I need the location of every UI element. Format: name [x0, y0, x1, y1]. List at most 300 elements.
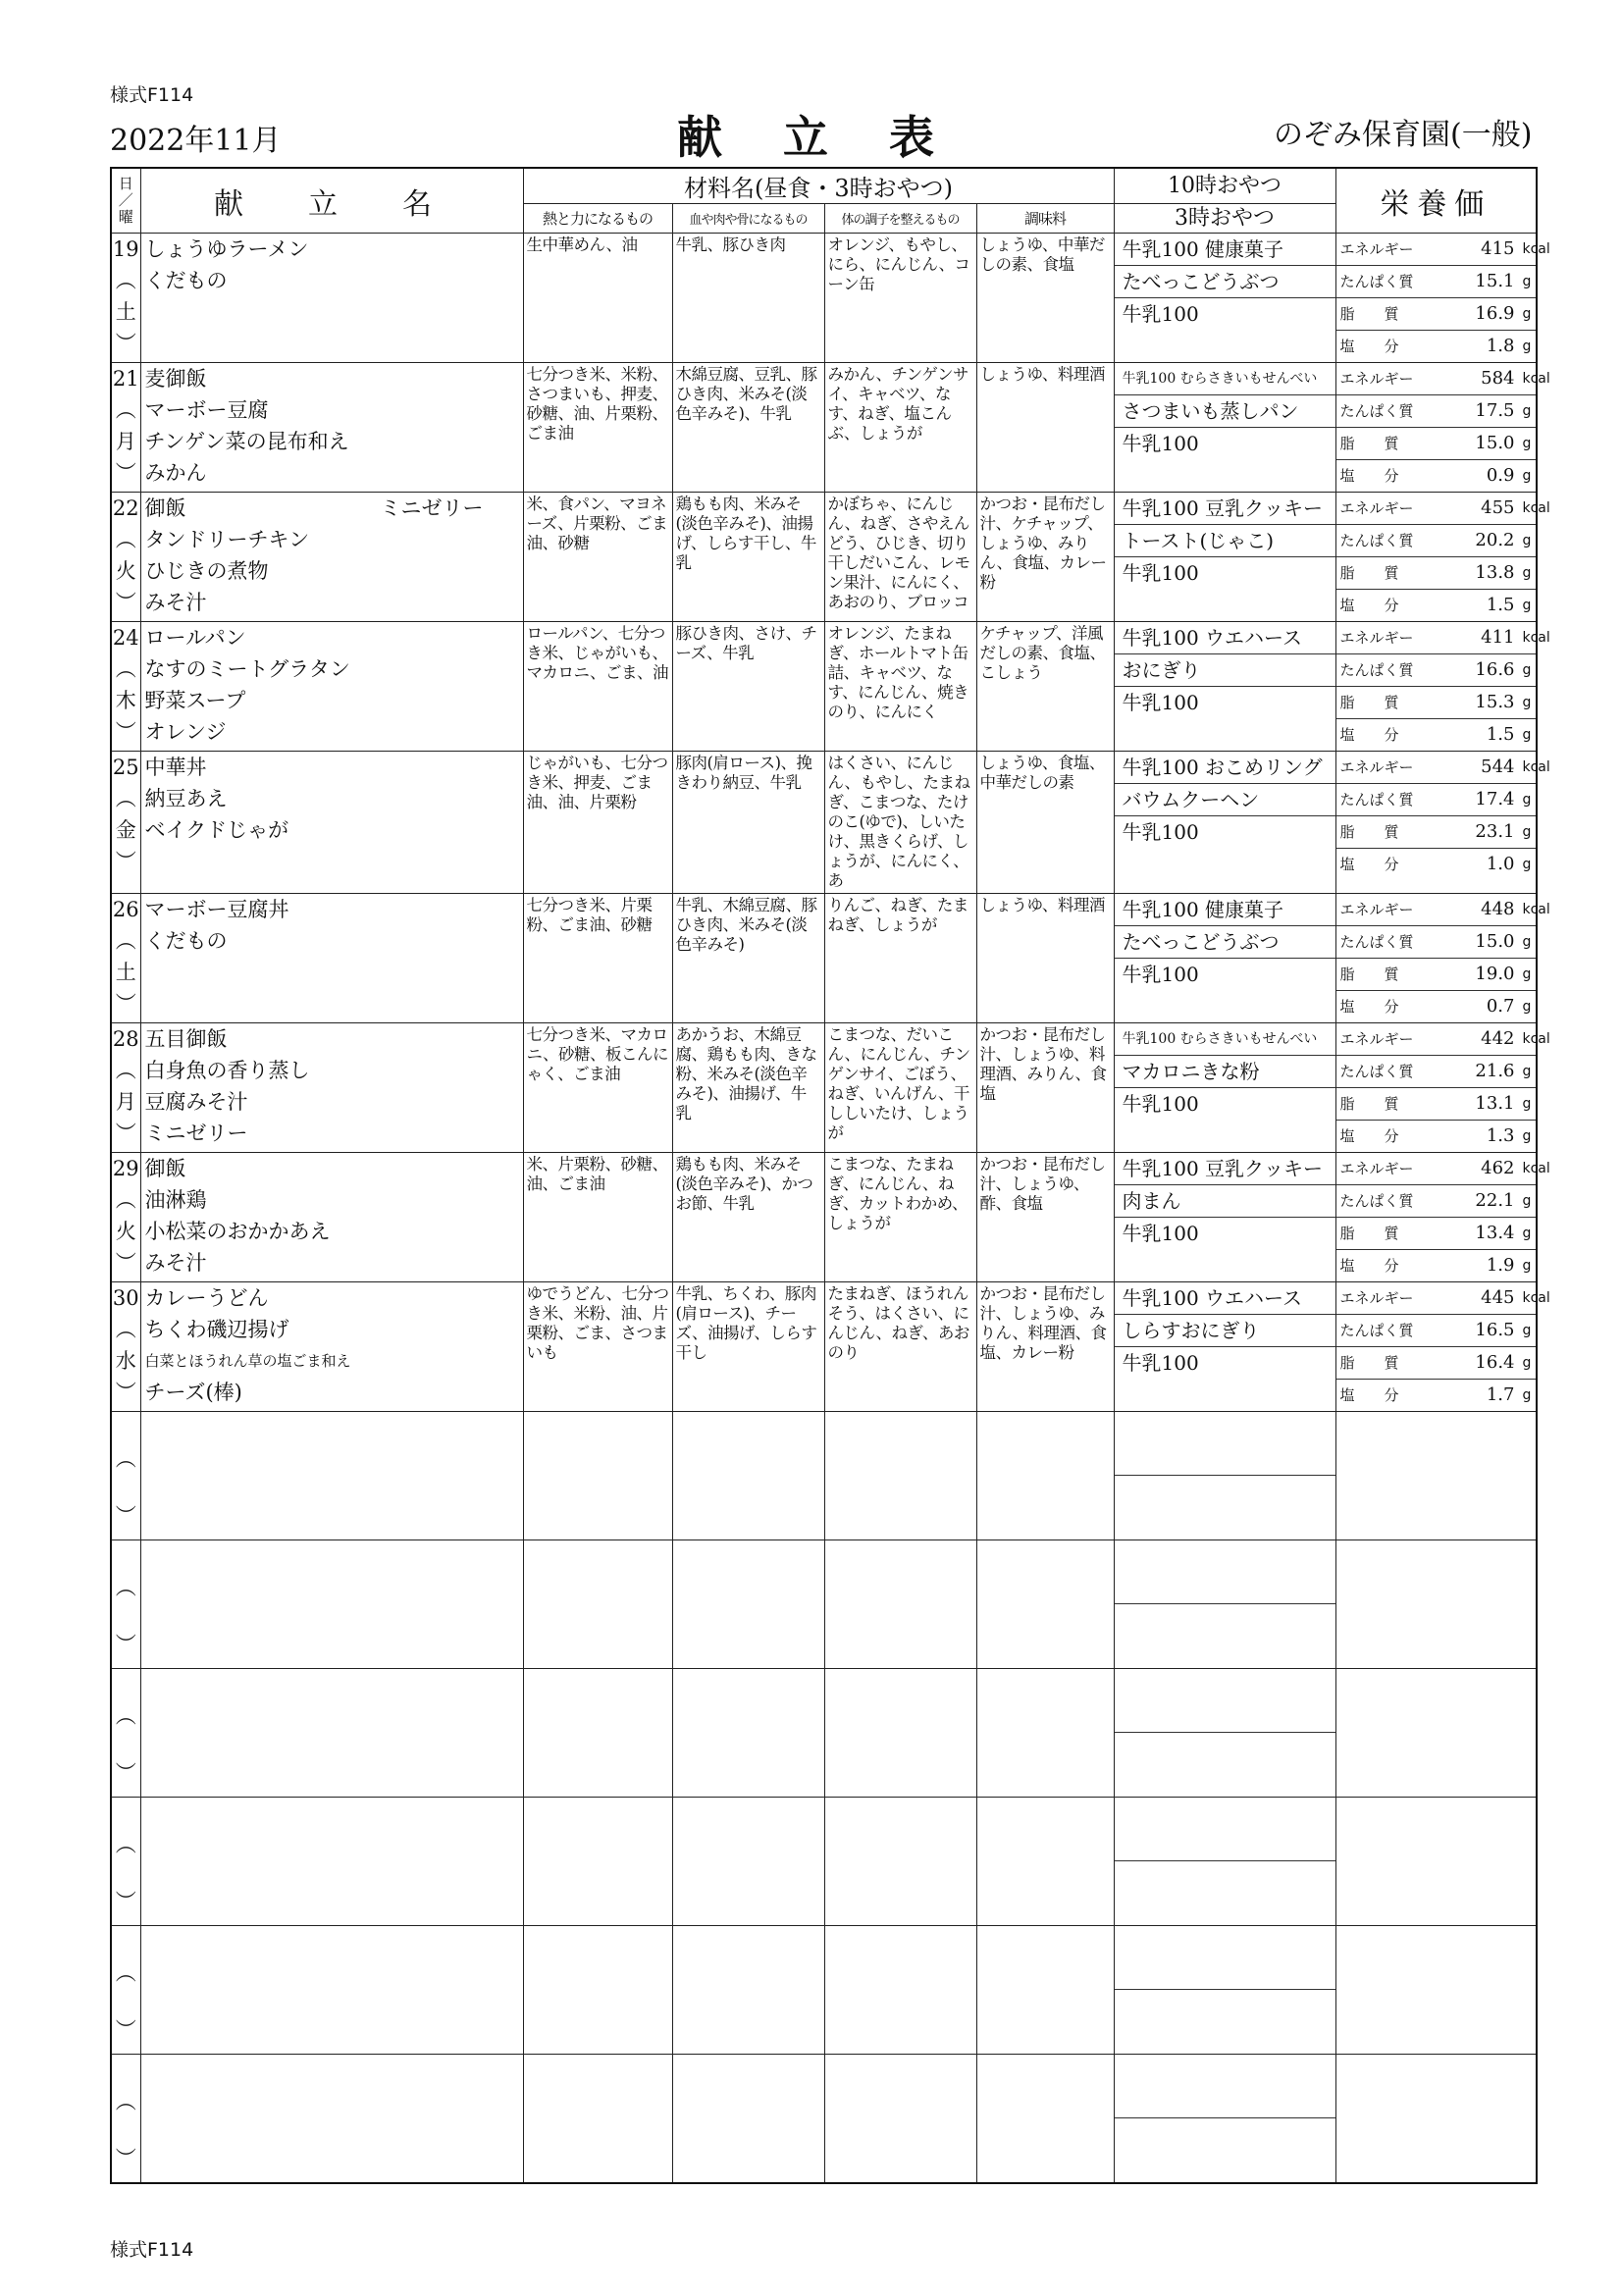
nutrient-unit: kcal [1522, 1161, 1550, 1176]
snack3-item: たべっこどうぶつ [1115, 266, 1335, 298]
snack3-drink: 牛乳100 [1122, 963, 1199, 986]
nutrient-unit: g [1522, 792, 1532, 808]
dish-name: 小松菜のおかかあえ [144, 1220, 331, 1243]
dish-name: なすのミートグラタン [144, 657, 350, 681]
blank-row [111, 1798, 1537, 1926]
paren-close: ︶ [115, 1122, 136, 1145]
nutrient-unit: g [1522, 436, 1532, 451]
dish-name: みそ汁 [144, 1251, 207, 1275]
nutrient-label: たんぱく質 [1339, 402, 1414, 420]
nutrient-row-energy [1336, 752, 1550, 784]
nutrient-value: 584 [1481, 368, 1515, 389]
paren-close: ︶ [115, 2147, 136, 2170]
date-number: 28 [112, 1027, 139, 1051]
snack10-item: 牛乳100 むらさきいもせんべい [1115, 363, 1335, 395]
nutrient-value: 17.4 [1475, 789, 1515, 809]
energy-foods-cell: 七分つき米、片栗粉、ごま油、砂糖 [523, 894, 672, 1023]
dish-cell [140, 894, 523, 1023]
nutrient-value: 23.1 [1475, 821, 1515, 842]
day-cell [111, 493, 140, 622]
dish-name: くだもの [144, 269, 228, 292]
nutrient-row-fat [1336, 959, 1537, 991]
nutrient-row-energy [1336, 894, 1550, 926]
snack-cell [1114, 894, 1335, 1023]
nutrient-unit: g [1522, 339, 1532, 354]
paren-close: ︶ [115, 591, 136, 614]
body-foods-cell: かぼちゃ、にんじん、ねぎ、さやえんどう、ひじき、切り干しだいこん、レモン果汁、にんにく、あおのり、ブロッコ [824, 493, 976, 622]
empty-cell [523, 1540, 672, 1669]
nutrient-label: たんぱく質 [1339, 661, 1414, 679]
nutrient-label: エネルギー [1339, 758, 1414, 776]
snack3-drink: 牛乳100 [1122, 820, 1199, 844]
dish-name: タンドリーチキン [144, 528, 310, 551]
nutrient-unit: g [1522, 999, 1532, 1015]
side-dish: ミニゼリー [380, 496, 484, 520]
paren-open: ︵ [115, 1188, 136, 1212]
snack-cell [1114, 1926, 1335, 2055]
paren-close: ︶ [115, 332, 136, 355]
nutrition-cell [1335, 1669, 1537, 1798]
nutrient-value: 21.6 [1475, 1061, 1515, 1081]
header-day: 日 ／ 曜 [111, 168, 140, 234]
day-row [111, 894, 1537, 1023]
empty-cell [523, 1926, 672, 2055]
nutrient-row-salt [1336, 1250, 1537, 1281]
nutrition-cell [1335, 1926, 1537, 2055]
dish-cell [140, 752, 523, 894]
blood-foods-cell: あかうお、木綿豆腐、鶏もも肉、きな粉、米みそ(淡色辛みそ)、油揚げ、牛乳 [672, 1023, 824, 1153]
nutrient-value: 19.0 [1475, 964, 1515, 984]
paren-open: ︵ [115, 1576, 136, 1599]
snack-cell [1114, 1412, 1335, 1540]
nutrient-label: たんぱく質 [1339, 532, 1414, 549]
paren-open: ︵ [115, 1447, 136, 1471]
paren-close: ︶ [115, 2018, 136, 2042]
nutrient-label: 脂 質 [1339, 1225, 1399, 1242]
nutrient-value: 1.5 [1486, 724, 1515, 745]
paren-close: ︶ [115, 1761, 136, 1785]
date-number: 19 [112, 237, 139, 261]
snack3-drink: 牛乳100 [1122, 561, 1199, 585]
empty-cell [672, 1926, 824, 2055]
nutrient-unit: g [1522, 695, 1532, 710]
empty-cell [824, 1798, 976, 1926]
day-row [111, 1282, 1537, 1412]
snack10-item: 牛乳100 ウエハース [1115, 1282, 1335, 1315]
weekday: 月 [115, 430, 136, 453]
seasoning-cell: しょうゆ、中華だしの素、食塩 [976, 234, 1114, 363]
empty-cell [523, 2055, 672, 2183]
snack3-drink: 牛乳100 [1122, 1222, 1199, 1245]
weekday: 火 [115, 559, 136, 583]
dish-cell [140, 363, 523, 493]
nutrient-value: 16.6 [1475, 659, 1515, 680]
snack10-item: 牛乳100 おこめリング [1115, 752, 1335, 784]
nutrient-unit: kcal [1522, 500, 1550, 516]
snack3-item: しらすおにぎり [1115, 1315, 1335, 1347]
empty-cell [672, 1669, 824, 1798]
nutrient-row-fat [1336, 1088, 1537, 1121]
body-foods-cell: たまねぎ、ほうれんそう、はくさい、にんじん、ねぎ、あおのり [824, 1282, 976, 1412]
year-month: 2022年11月 [110, 124, 282, 158]
weekday: 金 [115, 818, 136, 842]
nutrient-label: 塩 分 [1339, 856, 1399, 873]
blank-row [111, 1412, 1537, 1540]
paren-close: ︶ [115, 1251, 136, 1275]
energy-foods-cell: 米、食パン、マヨネーズ、片栗粉、ごま油、砂糖 [523, 493, 672, 622]
snack-cell [1114, 1153, 1335, 1282]
nutrient-label: 脂 質 [1339, 1095, 1399, 1113]
day-cell [111, 1669, 140, 1798]
date-number: 24 [112, 626, 139, 650]
snack-cell [1114, 234, 1335, 363]
nutrient-unit: g [1522, 1226, 1532, 1241]
nutrient-unit: g [1522, 662, 1532, 678]
nutrient-label: 塩 分 [1339, 998, 1399, 1016]
school-name: のぞみ保育園(一般) [1274, 118, 1533, 152]
dish-name: 御飯 [144, 496, 186, 520]
header-energy-foods: 熱と力になるもの [523, 204, 672, 234]
nutrition-cell [1335, 493, 1550, 622]
nutrient-label: エネルギー [1339, 370, 1414, 388]
blood-foods-cell: 鶏もも肉、米みそ(淡色辛みそ)、油揚げ、しらす干し、牛乳 [672, 493, 824, 622]
nutrition-cell [1335, 1023, 1550, 1153]
empty-cell [140, 1669, 523, 1798]
nutrient-unit: kcal [1522, 759, 1550, 775]
body-foods-cell: オレンジ、もやし、にら、にんじん、コーン缶 [824, 234, 976, 363]
date-number: 21 [112, 367, 139, 391]
dish-name: マーボー豆腐丼 [144, 898, 289, 921]
nutrient-unit: g [1522, 1128, 1532, 1144]
day-row [111, 622, 1537, 752]
snack-separator [1115, 2086, 1335, 2118]
empty-cell [672, 2055, 824, 2183]
nutrition-cell [1335, 1282, 1550, 1412]
nutrient-label: 塩 分 [1339, 1257, 1399, 1275]
nutrient-value: 442 [1481, 1028, 1515, 1049]
energy-foods-cell: ゆでうどん、七分つき米、米粉、油、片栗粉、ごま、さつまいも [523, 1282, 672, 1412]
nutrition-cell [1335, 894, 1550, 1023]
nutrient-row-protein [1336, 395, 1537, 428]
blood-foods-cell: 牛乳、豚ひき肉 [672, 234, 824, 363]
nutrient-unit: g [1522, 1355, 1532, 1371]
day-cell [111, 1926, 140, 2055]
header-nutrition: 栄養価 [1335, 168, 1537, 234]
nutrient-value: 15.0 [1475, 931, 1515, 952]
nutrient-row-protein [1336, 784, 1537, 816]
nutrient-unit: kcal [1522, 241, 1550, 257]
snack10-item: 牛乳100 健康菓子 [1115, 894, 1335, 926]
nutrition-cell [1335, 2055, 1537, 2183]
weekday: 土 [115, 961, 136, 984]
paren-close: ︶ [115, 720, 136, 744]
nutrient-value: 20.2 [1475, 530, 1515, 550]
nutrient-row-protein [1336, 926, 1537, 959]
day-cell [111, 1153, 140, 1282]
nutrient-label: 塩 分 [1339, 1127, 1399, 1145]
paren-close: ︶ [115, 1633, 136, 1656]
dish-name: オレンジ [144, 720, 227, 744]
nutrient-value: 1.3 [1486, 1125, 1515, 1146]
day-cell [111, 1798, 140, 1926]
dish-name: 御飯 [144, 1157, 186, 1180]
nutrient-label: 塩 分 [1339, 597, 1399, 614]
paren-open: ︵ [115, 528, 136, 551]
dish-name: みそ汁 [144, 591, 207, 614]
snack3-drink: 牛乳100 [1122, 1351, 1199, 1375]
day-cell [111, 752, 140, 894]
nutrient-label: 塩 分 [1339, 467, 1399, 485]
nutrient-label: 脂 質 [1339, 435, 1399, 452]
date-number: 30 [112, 1286, 139, 1310]
nutrient-label: エネルギー [1339, 1289, 1414, 1307]
seasoning-cell: しょうゆ、料理酒 [976, 363, 1114, 493]
nutrient-row-salt [1336, 590, 1537, 621]
seasoning-cell: かつお・昆布だし汁、しょうゆ、酢、食塩 [976, 1153, 1114, 1282]
snack-cell [1114, 622, 1335, 752]
dish-name: 五目御飯 [144, 1027, 228, 1051]
nutrition-cell [1335, 1153, 1550, 1282]
nutrient-value: 13.4 [1475, 1223, 1515, 1243]
snack3-item: たべっこどうぶつ [1115, 926, 1335, 959]
nutrient-label: エネルギー [1339, 499, 1414, 517]
snack-separator [1115, 1700, 1335, 1733]
blank-row [111, 1926, 1537, 2055]
nutrient-unit: g [1522, 966, 1532, 982]
snack3-item: バウムクーヘン [1115, 784, 1335, 816]
nutrient-row-protein [1336, 654, 1537, 687]
weekday: 水 [115, 1349, 136, 1373]
nutrition-cell [1335, 752, 1550, 894]
dish-name: くだもの [144, 929, 228, 953]
paren-open: ︵ [115, 657, 136, 681]
nutrient-row-fat [1336, 687, 1537, 719]
nutrient-unit: g [1522, 727, 1532, 743]
weekday: 月 [115, 1090, 136, 1114]
paren-open: ︵ [115, 2090, 136, 2113]
blood-foods-cell: 豚肉(肩ロース)、挽きわり納豆、牛乳 [672, 752, 824, 894]
body-foods-cell: りんご、ねぎ、たまねぎ、しょうが [824, 894, 976, 1023]
nutrient-value: 1.5 [1486, 595, 1515, 615]
snack-cell [1114, 1540, 1335, 1669]
snack-cell [1114, 363, 1335, 493]
nutrient-unit: kcal [1522, 1031, 1550, 1047]
dish-name: ロールパン [144, 626, 246, 650]
date-number: 29 [112, 1157, 139, 1180]
header-body-foods: 体の調子を整えるもの [824, 204, 976, 234]
paren-open: ︵ [115, 1961, 136, 1985]
nutrient-row-protein [1336, 525, 1537, 557]
nutrient-row-fat [1336, 557, 1537, 590]
nutrient-row-salt [1336, 991, 1537, 1022]
snack3-item: トースト(じゃこ) [1115, 525, 1335, 557]
day-row [111, 234, 1537, 363]
date-number: 25 [112, 756, 139, 779]
empty-cell [523, 1669, 672, 1798]
day-row [111, 363, 1537, 493]
nutrient-row-salt [1336, 1380, 1537, 1411]
dish-cell [140, 1023, 523, 1153]
snack-separator [1115, 1957, 1335, 1990]
header-snack3: 3時おやつ [1114, 204, 1335, 234]
dish-name: ちくわ磯辺揚げ [144, 1318, 289, 1341]
day-cell [111, 363, 140, 493]
nutrient-row-salt [1336, 331, 1537, 362]
blood-foods-cell: 鶏もも肉、米みそ(淡色辛みそ)、かつお節、牛乳 [672, 1153, 824, 1282]
day-cell [111, 1540, 140, 1669]
nutrient-label: たんぱく質 [1339, 1192, 1414, 1210]
nutrient-row-fat [1336, 298, 1537, 331]
energy-foods-cell: 七分つき米、米粉、さつまいも、押麦、砂糖、油、片栗粉、ごま油 [523, 363, 672, 493]
snack3-drink: 牛乳100 [1122, 432, 1199, 455]
empty-cell [976, 1669, 1114, 1798]
nutrient-label: たんぱく質 [1339, 1322, 1414, 1339]
day-row [111, 493, 1537, 622]
day-cell [111, 234, 140, 363]
weekday: 木 [115, 689, 136, 712]
seasoning-cell: かつお・昆布だし汁、しょうゆ、料理酒、みりん、食塩 [976, 1023, 1114, 1153]
snack3-drink: 牛乳100 [1122, 1092, 1199, 1116]
nutrient-row-energy [1336, 1153, 1550, 1185]
snack-separator [1115, 1829, 1335, 1861]
blood-foods-cell: 木綿豆腐、豆乳、豚ひき肉、米みそ(淡色辛みそ)、牛乳 [672, 363, 824, 493]
nutrient-label: たんぱく質 [1339, 273, 1414, 290]
paren-close: ︶ [115, 1381, 136, 1404]
dish-name: 豆腐みそ汁 [144, 1090, 248, 1114]
dish-name: マーボー豆腐 [144, 398, 269, 422]
nutrient-row-energy [1336, 1023, 1550, 1056]
nutrient-label: エネルギー [1339, 1160, 1414, 1177]
nutrient-value: 448 [1481, 899, 1515, 919]
nutrient-value: 1.8 [1486, 336, 1515, 356]
nutrient-value: 13.1 [1475, 1093, 1515, 1114]
snack10-item: 牛乳100 豆乳クッキー [1115, 1153, 1335, 1185]
dish-name: 中華丼 [144, 756, 207, 779]
nutrient-unit: g [1522, 1323, 1532, 1338]
nutrient-value: 1.0 [1486, 854, 1515, 874]
nutrient-value: 415 [1481, 238, 1515, 259]
nutrient-unit: kcal [1522, 630, 1550, 646]
dish-cell [140, 234, 523, 363]
footer-form-code: 様式F114 [110, 2239, 194, 2261]
paren-open: ︵ [115, 1704, 136, 1728]
snack3-drink: 牛乳100 [1122, 302, 1199, 326]
blank-row [111, 1540, 1537, 1669]
nutrient-label: たんぱく質 [1339, 933, 1414, 951]
seasoning-cell: かつお・昆布だし汁、ケチャップ、しょうゆ、みりん、食塩、カレー粉 [976, 493, 1114, 622]
dish-name: チーズ(棒) [144, 1381, 242, 1404]
empty-cell [824, 1412, 976, 1540]
nutrient-value: 22.1 [1475, 1190, 1515, 1211]
energy-foods-cell: 生中華めん、油 [523, 234, 672, 363]
paren-close: ︶ [115, 850, 136, 873]
snack10-item: 牛乳100 豆乳クッキー [1115, 493, 1335, 525]
snack3-drink: 牛乳100 [1122, 691, 1199, 714]
nutrient-row-salt [1336, 719, 1537, 751]
seasoning-cell: ケチャップ、洋風だしの素、食塩、こしょう [976, 622, 1114, 752]
dish-name: 麦御飯 [144, 367, 207, 391]
nutrient-value: 15.1 [1475, 271, 1515, 291]
snack-cell [1114, 1798, 1335, 1926]
empty-cell [140, 2055, 523, 2183]
dish-name: 野菜スープ [144, 689, 246, 712]
nutrient-row-protein [1336, 1056, 1537, 1088]
empty-cell [140, 1798, 523, 1926]
dish-name: 白身魚の香り蒸し [144, 1059, 310, 1082]
energy-foods-cell: 七分つき米、マカロニ、砂糖、板こんにゃく、ごま油 [523, 1023, 672, 1153]
nutrition-cell [1335, 1412, 1537, 1540]
dish-cell [140, 1282, 523, 1412]
nutrient-label: エネルギー [1339, 1030, 1414, 1048]
empty-cell [976, 1540, 1114, 1669]
body-foods-cell: オレンジ、たまねぎ、ホールトマト缶詰、キャベツ、なす、にんじん、焼きのり、にんにく [824, 622, 976, 752]
nutrient-row-energy [1336, 1282, 1550, 1315]
dish-name: しょうゆラーメン [144, 237, 309, 261]
nutrient-value: 13.8 [1475, 562, 1515, 583]
nutrient-row-salt [1336, 1121, 1537, 1152]
energy-foods-cell: ロールパン、七分つき米、じゃがいも、マカロニ、ごま、油 [523, 622, 672, 752]
nutrient-value: 462 [1481, 1158, 1515, 1178]
empty-cell [976, 1798, 1114, 1926]
blood-foods-cell: 牛乳、木綿豆腐、豚ひき肉、米みそ(淡色辛みそ) [672, 894, 824, 1023]
body-foods-cell: こまつな、だいこん、にんじん、チンゲンサイ、ごぼう、ねぎ、いんげん、干ししいたけ、しょうが [824, 1023, 976, 1153]
snack-cell [1114, 2055, 1335, 2183]
nutrient-label: たんぱく質 [1339, 791, 1414, 809]
nutrient-label: エネルギー [1339, 901, 1414, 918]
nutrient-unit: g [1522, 598, 1532, 613]
nutrient-label: 脂 質 [1339, 965, 1399, 983]
energy-foods-cell: 米、片栗粉、砂糖、油、ごま油 [523, 1153, 672, 1282]
nutrient-unit: g [1522, 934, 1532, 950]
nutrient-row-fat [1336, 1347, 1537, 1380]
paren-close: ︶ [115, 1504, 136, 1528]
paren-close: ︶ [115, 461, 136, 485]
paren-open: ︵ [115, 269, 136, 292]
nutrient-label: 脂 質 [1339, 1354, 1399, 1372]
energy-foods-cell: じゃがいも、七分つき米、押麦、ごま油、油、片栗粉 [523, 752, 672, 894]
header-seasoning: 調味料 [976, 204, 1114, 234]
header-snack10: 10時おやつ [1114, 168, 1335, 204]
nutrient-row-protein [1336, 1185, 1537, 1218]
dish-name: みかん [144, 461, 207, 485]
nutrient-row-protein [1336, 266, 1537, 298]
nutrient-value: 16.4 [1475, 1352, 1515, 1373]
empty-cell [824, 2055, 976, 2183]
nutrition-cell [1335, 1540, 1537, 1669]
nutrient-unit: g [1522, 857, 1532, 872]
nutrient-value: 1.7 [1486, 1384, 1515, 1405]
nutrient-unit: g [1522, 1258, 1532, 1274]
nutrient-unit: g [1522, 1064, 1532, 1079]
day-row [111, 1153, 1537, 1282]
nutrient-label: 脂 質 [1339, 694, 1399, 711]
nutrient-row-fat [1336, 816, 1537, 849]
nutrition-cell [1335, 363, 1550, 493]
dish-cell [140, 622, 523, 752]
nutrient-value: 0.7 [1486, 996, 1515, 1017]
nutrient-value: 1.9 [1486, 1255, 1515, 1276]
snack-cell [1114, 1669, 1335, 1798]
nutrient-value: 0.9 [1486, 465, 1515, 486]
dish-name: チンゲン菜の昆布和え [144, 430, 349, 453]
empty-cell [523, 1798, 672, 1926]
nutrient-row-salt [1336, 460, 1537, 492]
weekday: 土 [115, 300, 136, 324]
header-menu: 献 立 名 [140, 168, 523, 234]
nutrition-cell [1335, 622, 1550, 752]
dish-cell [140, 493, 523, 622]
dish-name: ベイクドじゃが [144, 818, 289, 842]
